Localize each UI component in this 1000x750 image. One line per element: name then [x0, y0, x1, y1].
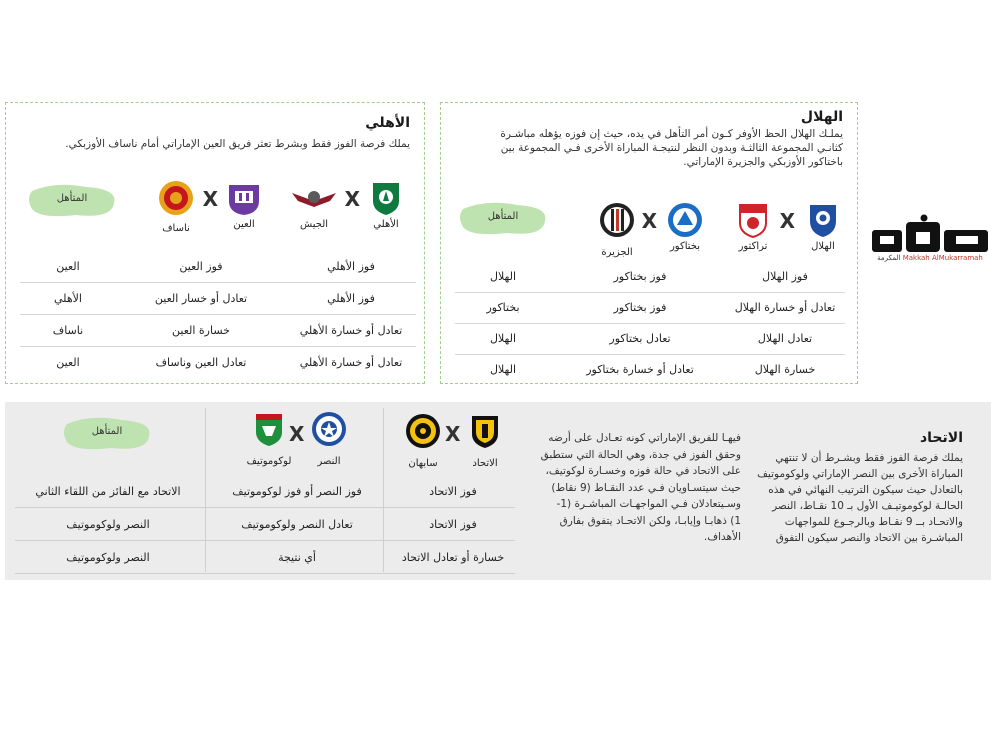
team-jaish — [290, 179, 338, 230]
ittihad-crest-icon — [466, 412, 504, 450]
cell-qualified: ناساف — [52, 324, 84, 337]
ittihad-desc-line: 1) ذهابـا وإيابـا، ولكن الاتحـاد يتفوق بفارق — [559, 514, 741, 527]
cell-qualified: بختاكور — [486, 301, 520, 314]
cell-match2: تعادل بختاكور — [609, 332, 671, 345]
team-ain — [220, 179, 268, 230]
cell-match1: خسارة الهلال — [754, 363, 816, 376]
ittihad-desc-line: الحالـة لوكوموتيـف الأول بـ 10 نقـاط، النصر — [772, 500, 963, 512]
table-row — [20, 347, 416, 379]
cell-match2: تعادل النصر ولوكوموتيف — [241, 518, 353, 531]
team-name: العين — [233, 219, 255, 230]
cell-match2: تعادل أو خسار العين — [154, 292, 248, 305]
cell-match2: فوز بختاكور — [613, 270, 667, 283]
cell-qualified: الهلال — [489, 270, 517, 283]
table-row — [455, 261, 845, 293]
table-row — [455, 292, 845, 324]
ittihad-section — [5, 402, 991, 580]
sepahan-crest-icon — [404, 412, 442, 450]
vs-symbol: X — [779, 209, 795, 233]
table-row — [15, 476, 515, 508]
cell-match2: تعادل العين وناساف — [155, 356, 247, 369]
cell-match1: تعادل الهلال — [757, 332, 813, 345]
team-name: الاتحاد — [472, 458, 498, 469]
ahli-title: الأهلي — [365, 115, 410, 131]
hilal-desc-line: كثانـي المجموعة الثالثـة وبدون النظر لنتيجـة المباراة الأخرى فـي المجموعة بين — [500, 142, 843, 154]
team-tractor — [729, 201, 777, 252]
qualified-label: المتأهل — [487, 211, 519, 222]
cell-match2: تعادل أو خسارة بختاكور — [586, 363, 694, 376]
qualified-header — [26, 181, 118, 221]
ahli-crest-icon — [367, 179, 405, 217]
qualified-label: المتأهل — [91, 426, 123, 437]
cell-qualified: الهلال — [489, 332, 517, 345]
table-row — [20, 251, 416, 283]
ittihad-desc-line: وسـيتعادلان فـي المواجهـات المباشـرة (1- — [556, 498, 741, 510]
team-name: النصر — [317, 456, 341, 467]
team-sepahan — [399, 412, 447, 469]
ittihad-desc-line: والاتحـاد بــ 9 نقـاط وبالرجـوع للمواجهات — [784, 516, 963, 528]
vs-symbol: X — [202, 187, 218, 211]
team-name: لوكوموتيف — [246, 456, 292, 467]
hilal-desc-line: باختاكور الأوزبكي والجزيرة الإماراتي. — [683, 156, 843, 168]
team-name: بختاكور — [669, 241, 701, 252]
vs-symbol: X — [344, 187, 360, 211]
table-row — [455, 323, 845, 355]
cell-match1: فوز الاتحاد — [429, 485, 477, 498]
ahli-scenarios-table — [20, 251, 416, 381]
cell-match2: فوز العين — [179, 260, 223, 273]
makkah-logo-caption — [868, 254, 992, 270]
hilal-scenarios-table — [455, 261, 845, 387]
ahli-description: يملك فرصة الفوز فقط وبشرط تعثر فريق العين الإماراتي أمام ناساف الأوزبكي. — [65, 138, 410, 150]
cell-match1: فوز الهلال — [762, 270, 808, 283]
cell-qualified: النصر ولوكوموتيف — [66, 551, 150, 564]
cell-match2: فوز بختاكور — [613, 301, 667, 314]
ahli-panel — [5, 102, 425, 384]
cell-qualified: العين — [56, 260, 80, 273]
cell-qualified: الأهلي — [54, 292, 82, 305]
table-row — [20, 315, 416, 347]
team-bakhtakor — [661, 201, 709, 252]
ittihad-desc-line: حيث سيتسـاويان فـي عدد النقـاط (9 نقاط) — [551, 481, 741, 494]
ittihad-desc-line: الأهداف. — [703, 531, 741, 543]
team-name: الهلال — [811, 241, 835, 252]
team-lokomotiv — [245, 410, 293, 467]
team-nasr — [305, 410, 353, 467]
ittihad-description-right — [753, 450, 963, 546]
ittihad-desc-line: وحقق الفوز في جدة، وهي الحالة التي ستطبق — [540, 448, 741, 461]
qualified-header — [457, 199, 549, 239]
ittihad-description-left — [535, 430, 741, 546]
hilal-title: الهلال — [800, 109, 843, 125]
hilal-description — [451, 127, 843, 169]
makkah-logo-latin: Makkah AlMukarramah — [902, 254, 983, 262]
team-name: تراكتور — [738, 241, 768, 252]
vs-symbol: X — [289, 422, 305, 446]
jaish-crest-icon — [290, 179, 338, 217]
qualified-header — [61, 414, 153, 454]
cell-match1: تعادل أو خسارة الهلال — [734, 301, 836, 314]
ain-crest-icon — [225, 179, 263, 217]
table-row — [20, 283, 416, 315]
team-name: ناساف — [162, 223, 190, 234]
table-row — [15, 509, 515, 541]
cell-qualified: الهلال — [489, 363, 517, 376]
vs-symbol: X — [641, 209, 657, 233]
team-name: الأهلي — [373, 219, 399, 230]
hilal-desc-line: يملـك الهلال الحظ الأوفر كـون أمر التأهل في يده، حيث إن فوزه يؤهله مباشـرة — [500, 128, 843, 140]
bakhtakor-crest-icon — [666, 201, 704, 239]
nasaf-crest-icon — [157, 179, 195, 217]
team-ittihad — [461, 412, 509, 469]
cell-qualified: النصر ولوكوموتيف — [66, 518, 150, 531]
ittihad-title: الاتحاد — [919, 430, 963, 446]
vs-symbol: X — [445, 422, 461, 446]
team-hilal — [799, 201, 847, 252]
makkah-logo-sub: المكرمة — [877, 254, 901, 262]
team-name: الجيش — [299, 219, 329, 230]
ittihad-desc-line: على الاتحاد في حالة فوزه وخسـارة لوكوتيف، — [545, 465, 741, 477]
team-nasaf — [152, 179, 200, 234]
qualified-label: المتأهل — [56, 193, 88, 204]
lokomotiv-crest-icon — [250, 410, 288, 448]
cell-match2: خسارة العين — [172, 324, 230, 337]
cell-qualified: الاتحاد مع الفائز من اللقاء الثاني — [35, 485, 181, 498]
makkah-logo — [868, 212, 992, 272]
cell-match2: فوز النصر أو فوز لوكوموتيف — [232, 485, 362, 498]
table-row — [455, 354, 845, 386]
cell-match1: تعادل أو خسارة الأهلي — [299, 324, 403, 337]
tractor-crest-icon — [734, 201, 772, 239]
team-ahli — [362, 179, 410, 230]
ittihad-desc-line: يملك فرصة الفوز فقط وبشـرط أن لا تنتهي — [775, 452, 963, 464]
cell-match1: تعادل أو خسارة الأهلي — [299, 356, 403, 369]
team-name: الجزيرة — [601, 247, 633, 258]
cell-match1: فوز الاتحاد — [429, 518, 477, 531]
ittihad-desc-line: المباراة الأخرى بين النصر الإماراتي ولوكوموتيف — [757, 468, 963, 480]
team-name: سابهان — [408, 458, 438, 469]
hilal-panel — [440, 102, 858, 384]
cell-match1: فوز الأهلي — [327, 260, 375, 273]
cell-match2: أي نتيجة — [278, 551, 316, 564]
table-row — [15, 542, 515, 574]
cell-qualified: العين — [56, 356, 80, 369]
ittihad-desc-line: بالتعادل حيث سيكون الترتيب النهائي في هذه — [768, 484, 963, 496]
cell-match1: خسارة أو تعادل الاتحاد — [401, 551, 505, 564]
ittihad-scenarios-table — [15, 476, 515, 576]
nasr-crest-icon — [310, 410, 348, 448]
ittihad-desc-line: المباشـرة بين الاتحاد والنصر سيكون التفوق — [775, 532, 963, 544]
team-jazira — [593, 201, 641, 258]
ittihad-desc-line: فيهـا للفريق الإماراتي كونه تعـادل على أرضه — [548, 432, 741, 444]
cell-match1: فوز الأهلي — [327, 292, 375, 305]
jazira-crest-icon — [598, 201, 636, 239]
hilal-crest-icon — [804, 201, 842, 239]
